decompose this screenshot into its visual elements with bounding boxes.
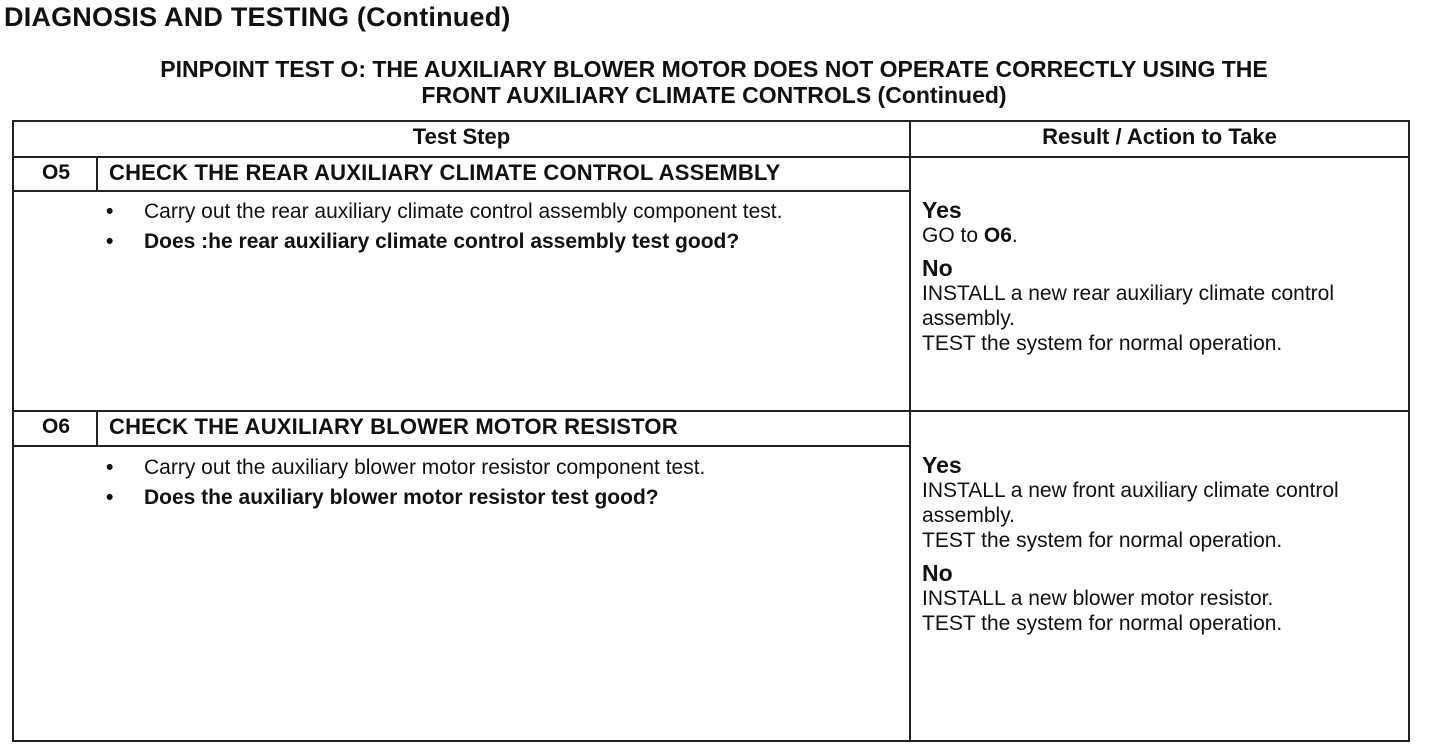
column-header-test-step: Test Step	[412, 124, 511, 149]
step-bullets-o6	[104, 456, 894, 516]
result-no-followup: TEST the system for normal operation.	[922, 332, 1283, 355]
step-title-o6: CHECK THE AUXILIARY BLOWER MOTOR RESISTOR	[109, 414, 678, 439]
bullet-text: Does the auxiliary blower motor resistor test good?	[144, 486, 659, 509]
pinpoint-test-table	[12, 120, 1410, 742]
step-bullets-o5	[104, 200, 884, 260]
header-row-divider	[14, 156, 1408, 158]
list-item	[104, 230, 884, 254]
bullet-icon: •	[106, 486, 114, 509]
step-title-divider-o5	[14, 190, 909, 192]
result-yes-followup: TEST the system for normal operation.	[922, 529, 1283, 552]
bullet-text: Does :he rear auxiliary climate control assembly test good?	[144, 230, 740, 253]
step-title-divider-o6	[14, 445, 909, 447]
pinpoint-test-title	[24, 56, 1404, 108]
bullet-text: Carry out the rear auxiliary climate control assembly component test.	[144, 200, 783, 223]
column-divider	[909, 122, 911, 740]
result-no-action: INSTALL a new blower motor resistor.	[922, 587, 1274, 610]
list-item	[104, 200, 884, 224]
pinpoint-title-line-2: FRONT AUXILIARY CLIMATE CONTROLS (Continued)	[421, 82, 1007, 108]
list-item	[104, 486, 894, 510]
result-yes-label: Yes	[922, 452, 962, 478]
bullet-icon: •	[106, 200, 114, 223]
result-no-action: INSTALL a new rear auxiliary climate control assembly.	[922, 282, 1334, 330]
bullet-icon: •	[106, 230, 114, 253]
result-no-label: No	[922, 560, 953, 586]
result-no-followup: TEST the system for normal operation.	[922, 612, 1283, 635]
result-o5	[922, 198, 1392, 356]
document-header: DIAGNOSIS AND TESTING (Continued)	[4, 2, 511, 32]
bullet-icon: •	[106, 456, 114, 479]
step-id-divider-o6	[96, 412, 98, 446]
bullet-text: Carry out the auxiliary blower motor resistor component test.	[144, 456, 706, 479]
step-id-o5: O5	[41, 161, 70, 184]
step-id-o6: O6	[41, 415, 70, 438]
result-yes-action: INSTALL a new front auxiliary climate control assembly.	[922, 479, 1339, 527]
pinpoint-title-line-1: PINPOINT TEST O: THE AUXILIARY BLOWER MOTOR DOES NOT OPERATE CORRECTLY USING THE	[160, 56, 1268, 82]
result-yes-action: GO to O6.	[922, 224, 1018, 247]
step-separator	[14, 410, 1408, 412]
result-no-label: No	[922, 255, 953, 281]
result-yes-label: Yes	[922, 197, 962, 223]
column-header-result: Result / Action to Take	[1042, 124, 1277, 149]
result-o6	[922, 453, 1392, 636]
list-item	[104, 456, 894, 480]
step-title-o5: CHECK THE REAR AUXILIARY CLIMATE CONTROL ASSEMBLY	[109, 160, 781, 185]
step-reference: O6	[983, 224, 1012, 247]
step-id-divider-o5	[96, 158, 98, 192]
